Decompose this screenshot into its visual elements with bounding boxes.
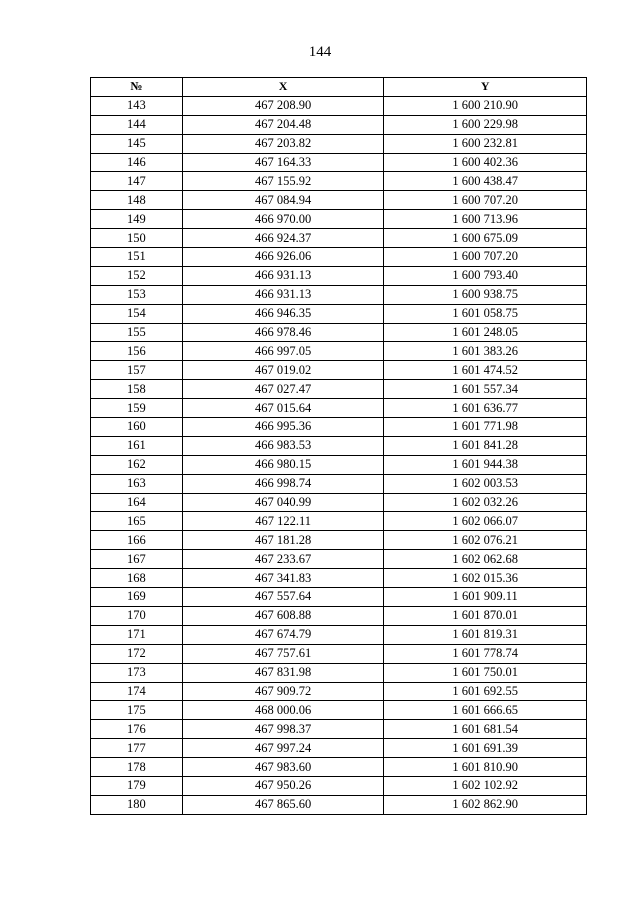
- cell-number: 153: [91, 285, 183, 304]
- cell-x: 466 983.53: [182, 436, 384, 455]
- cell-y: 1 601 636.77: [384, 399, 587, 418]
- cell-number: 164: [91, 493, 183, 512]
- cell-number: 169: [91, 588, 183, 607]
- table-row: [91, 455, 587, 474]
- cell-x: 466 970.00: [182, 210, 384, 229]
- cell-number: 154: [91, 304, 183, 323]
- cell-y: 1 602 032.26: [384, 493, 587, 512]
- cell-y: 1 600 675.09: [384, 229, 587, 248]
- cell-x: 467 164.33: [182, 153, 384, 172]
- cell-y: 1 601 058.75: [384, 304, 587, 323]
- cell-number: 179: [91, 776, 183, 795]
- cell-number: 170: [91, 606, 183, 625]
- table-row: [91, 153, 587, 172]
- cell-number: 174: [91, 682, 183, 701]
- cell-x: 466 995.36: [182, 418, 384, 437]
- table-row: [91, 436, 587, 455]
- cell-x: 467 181.28: [182, 531, 384, 550]
- cell-x: 466 997.05: [182, 342, 384, 361]
- cell-y: 1 600 707.20: [384, 248, 587, 267]
- cell-number: 177: [91, 739, 183, 758]
- cell-x: 466 998.74: [182, 474, 384, 493]
- table-row: [91, 682, 587, 701]
- table-row: [91, 172, 587, 191]
- table-row: [91, 266, 587, 285]
- table-row: [91, 644, 587, 663]
- cell-number: 149: [91, 210, 183, 229]
- cell-number: 180: [91, 795, 183, 814]
- cell-x: 467 084.94: [182, 191, 384, 210]
- cell-number: 148: [91, 191, 183, 210]
- cell-x: 467 208.90: [182, 96, 384, 115]
- cell-x: 467 204.48: [182, 115, 384, 134]
- table-row: [91, 663, 587, 682]
- table-row: [91, 96, 587, 115]
- cell-x: 467 674.79: [182, 625, 384, 644]
- cell-x: 467 015.64: [182, 399, 384, 418]
- cell-x: 467 027.47: [182, 380, 384, 399]
- table-row: [91, 550, 587, 569]
- table-row: [91, 229, 587, 248]
- cell-number: 159: [91, 399, 183, 418]
- table-row: [91, 758, 587, 777]
- coordinates-table: [90, 77, 587, 815]
- cell-y: 1 601 841.28: [384, 436, 587, 455]
- cell-x: 467 757.61: [182, 644, 384, 663]
- cell-y: 1 601 666.65: [384, 701, 587, 720]
- table-row: [91, 361, 587, 380]
- page-number: 144: [308, 44, 332, 60]
- cell-number: 147: [91, 172, 183, 191]
- table-row: [91, 776, 587, 795]
- cell-x: 466 946.35: [182, 304, 384, 323]
- table-row: [91, 606, 587, 625]
- cell-x: 467 831.98: [182, 663, 384, 682]
- cell-x: 468 000.06: [182, 701, 384, 720]
- cell-y: 1 601 819.31: [384, 625, 587, 644]
- cell-y: 1 601 771.98: [384, 418, 587, 437]
- cell-number: 162: [91, 455, 183, 474]
- cell-number: 157: [91, 361, 183, 380]
- cell-y: 1 601 557.34: [384, 380, 587, 399]
- cell-y: 1 600 707.20: [384, 191, 587, 210]
- cell-number: 160: [91, 418, 183, 437]
- cell-number: 178: [91, 758, 183, 777]
- table-row: [91, 720, 587, 739]
- table-row: [91, 418, 587, 437]
- cell-y: 1 601 810.90: [384, 758, 587, 777]
- cell-y: 1 601 691.39: [384, 739, 587, 758]
- cell-number: 158: [91, 380, 183, 399]
- cell-x: 467 608.88: [182, 606, 384, 625]
- cell-number: 173: [91, 663, 183, 682]
- table-row: [91, 588, 587, 607]
- cell-number: 143: [91, 96, 183, 115]
- cell-y: 1 600 713.96: [384, 210, 587, 229]
- cell-number: 175: [91, 701, 183, 720]
- cell-y: 1 600 938.75: [384, 285, 587, 304]
- cell-y: 1 600 402.36: [384, 153, 587, 172]
- cell-x: 467 997.24: [182, 739, 384, 758]
- table-row: [91, 210, 587, 229]
- table-row: [91, 569, 587, 588]
- cell-x: 467 203.82: [182, 134, 384, 153]
- cell-number: 150: [91, 229, 183, 248]
- cell-x: 467 122.11: [182, 512, 384, 531]
- cell-y: 1 601 750.01: [384, 663, 587, 682]
- table-row: [91, 531, 587, 550]
- table-body: [91, 96, 587, 814]
- cell-y: 1 600 229.98: [384, 115, 587, 134]
- table-row: [91, 248, 587, 267]
- table-row: [91, 795, 587, 814]
- cell-y: 1 602 003.53: [384, 474, 587, 493]
- cell-y: 1 601 681.54: [384, 720, 587, 739]
- cell-number: 163: [91, 474, 183, 493]
- cell-number: 144: [91, 115, 183, 134]
- cell-x: 467 557.64: [182, 588, 384, 607]
- table-row: [91, 399, 587, 418]
- cell-x: 467 233.67: [182, 550, 384, 569]
- table-header-row: [91, 78, 587, 97]
- cell-y: 1 600 232.81: [384, 134, 587, 153]
- cell-x: 467 040.99: [182, 493, 384, 512]
- header-y: Y: [384, 78, 587, 97]
- cell-x: 467 155.92: [182, 172, 384, 191]
- cell-y: 1 602 015.36: [384, 569, 587, 588]
- cell-y: 1 602 862.90: [384, 795, 587, 814]
- cell-x: 466 931.13: [182, 285, 384, 304]
- cell-y: 1 601 474.52: [384, 361, 587, 380]
- cell-y: 1 602 102.92: [384, 776, 587, 795]
- cell-number: 168: [91, 569, 183, 588]
- table-row: [91, 304, 587, 323]
- cell-y: 1 601 383.26: [384, 342, 587, 361]
- cell-x: 466 931.13: [182, 266, 384, 285]
- cell-x: 467 341.83: [182, 569, 384, 588]
- cell-x: 466 978.46: [182, 323, 384, 342]
- cell-number: 152: [91, 266, 183, 285]
- cell-x: 466 926.06: [182, 248, 384, 267]
- table-row: [91, 285, 587, 304]
- cell-number: 161: [91, 436, 183, 455]
- cell-y: 1 601 248.05: [384, 323, 587, 342]
- table-row: [91, 512, 587, 531]
- cell-number: 165: [91, 512, 183, 531]
- table-row: [91, 134, 587, 153]
- cell-number: 167: [91, 550, 183, 569]
- cell-y: 1 601 692.55: [384, 682, 587, 701]
- cell-y: 1 602 066.07: [384, 512, 587, 531]
- cell-y: 1 601 870.01: [384, 606, 587, 625]
- cell-y: 1 602 076.21: [384, 531, 587, 550]
- cell-x: 467 998.37: [182, 720, 384, 739]
- cell-y: 1 601 909.11: [384, 588, 587, 607]
- table-row: [91, 625, 587, 644]
- header-number: №: [91, 78, 183, 97]
- cell-x: 467 950.26: [182, 776, 384, 795]
- cell-x: 467 983.60: [182, 758, 384, 777]
- cell-number: 172: [91, 644, 183, 663]
- cell-number: 166: [91, 531, 183, 550]
- header-x: X: [182, 78, 384, 97]
- cell-number: 155: [91, 323, 183, 342]
- cell-y: 1 602 062.68: [384, 550, 587, 569]
- cell-y: 1 600 438.47: [384, 172, 587, 191]
- cell-number: 156: [91, 342, 183, 361]
- cell-x: 467 019.02: [182, 361, 384, 380]
- cell-x: 466 924.37: [182, 229, 384, 248]
- table-row: [91, 191, 587, 210]
- table-row: [91, 115, 587, 134]
- cell-x: 467 865.60: [182, 795, 384, 814]
- cell-number: 146: [91, 153, 183, 172]
- table-row: [91, 323, 587, 342]
- cell-x: 466 980.15: [182, 455, 384, 474]
- table-row: [91, 739, 587, 758]
- cell-y: 1 600 210.90: [384, 96, 587, 115]
- cell-x: 467 909.72: [182, 682, 384, 701]
- cell-number: 145: [91, 134, 183, 153]
- cell-number: 171: [91, 625, 183, 644]
- cell-y: 1 601 944.38: [384, 455, 587, 474]
- table-row: [91, 342, 587, 361]
- table-row: [91, 474, 587, 493]
- cell-y: 1 601 778.74: [384, 644, 587, 663]
- table-row: [91, 493, 587, 512]
- cell-number: 151: [91, 248, 183, 267]
- table-row: [91, 701, 587, 720]
- table-row: [91, 380, 587, 399]
- cell-number: 176: [91, 720, 183, 739]
- cell-y: 1 600 793.40: [384, 266, 587, 285]
